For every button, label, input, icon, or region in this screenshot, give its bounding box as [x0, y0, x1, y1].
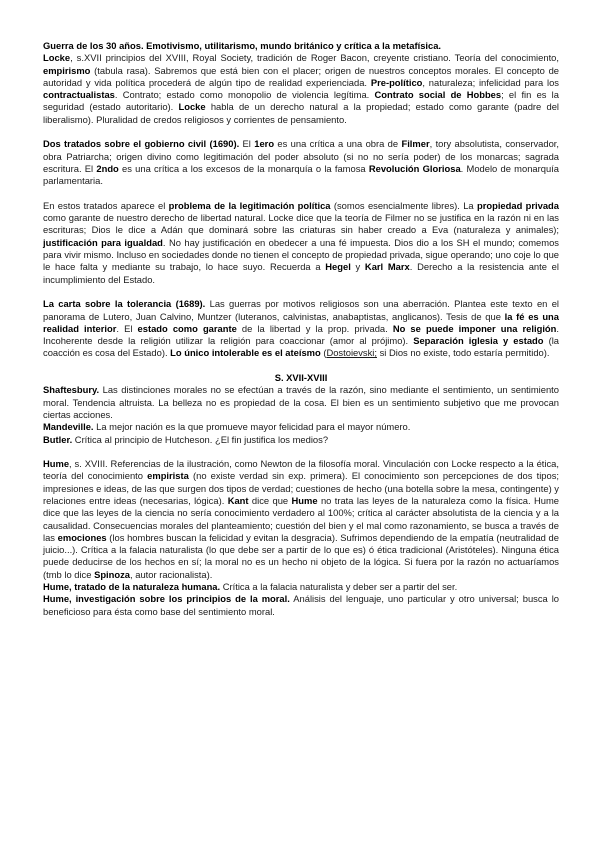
paragraph-spacer	[43, 286, 559, 298]
text-run: ; el fin es la seguridad (estado autoritario).	[43, 89, 559, 113]
bold-text: Karl Marx	[364, 261, 410, 273]
text-run: (somos esencialmente libres). La	[330, 199, 477, 211]
paragraph	[43, 298, 559, 359]
bold-text: estado como garante	[137, 322, 237, 334]
text-run: El	[239, 138, 255, 150]
text-run: , naturaleza; infelicidad para los	[422, 76, 559, 88]
bold-text: la fé es una realidad interior	[43, 310, 559, 334]
text-run: dice que	[248, 494, 292, 506]
section-heading	[43, 372, 559, 384]
text-run: es una crítica a una obra de	[274, 138, 402, 150]
text-run: Las distinciones morales no se efectúan a través de la razón, sino mediante el sentimiento, un sentimiento moral. Tendencia altruista. La belleza no es propiedad de la cosa. El bien es un sentimiento subjetivo que me provocan ciertas acciones.	[43, 384, 559, 420]
paragraph	[43, 581, 559, 593]
bold-text: Kant	[227, 494, 249, 506]
text-run: habla de un derecho natural a la propiedad; estado como garante (padre del liberalismo). Pluralidad de credos religiosos y corrientes de pensamiento.	[43, 101, 559, 125]
bold-text: Hume, investigación sobre los principios de la moral.	[43, 593, 290, 605]
paragraph	[43, 200, 559, 286]
bold-text: Lo único intolerable es el ateísmo	[170, 347, 321, 359]
bold-text: Hume, tratado de la naturaleza humana.	[43, 581, 221, 593]
bold-text: Separación iglesia y estado	[413, 335, 544, 347]
bold-text: Guerra de los 30 años. Emotivismo, utilitarismo, mundo británico y crítica a la metafísica.	[43, 40, 442, 51]
text-run: y	[350, 261, 365, 273]
bold-text: La carta sobre la tolerancia (1689).	[43, 298, 206, 310]
bold-text: empirista	[147, 470, 189, 482]
text-run: . Contrato; estado como monopolio de violencia legítima.	[114, 89, 375, 101]
bold-text: 1ero	[254, 138, 275, 150]
bold-text: Mandeville.	[43, 421, 94, 433]
text-run: de la libertad y la prop. privada.	[236, 322, 393, 334]
bold-text: Shaftesbury.	[43, 384, 100, 396]
bold-text: Contrato social de Hobbes	[374, 89, 502, 101]
bold-text: Locke	[178, 101, 206, 113]
text-run: . Derecho a la resistencia ante el incumplimiento del Estado.	[43, 261, 559, 285]
paragraph	[43, 593, 559, 618]
paragraph-spacer	[43, 446, 559, 458]
bold-text: Butler.	[43, 433, 73, 445]
paragraph	[43, 458, 559, 581]
bold-text: Spinoza	[94, 568, 131, 580]
text-run: Crítica al principio de Hutcheson. ¿El fin justifica los medios?	[72, 433, 329, 445]
bold-text: No se puede imponer una religión	[392, 322, 557, 334]
bold-text: Dos tratados sobre el gobierno civil (1690).	[43, 138, 240, 150]
text-run: Análisis del lenguaje, uno particular y otro universal; busca lo beneficioso para ésta como base del sentimiento moral.	[43, 593, 559, 617]
paragraph-spacer	[43, 188, 559, 200]
bold-text: propiedad privada	[476, 199, 559, 211]
paragraph	[43, 138, 559, 187]
bold-text: Pre-político	[370, 76, 423, 88]
bold-text: Revolución Gloriosa	[368, 162, 461, 174]
bold-text: 2ndo	[96, 162, 119, 174]
text-run: (la coacción es cosa del Estado).	[43, 335, 559, 359]
bold-text: problema de la legitimación política	[168, 199, 331, 211]
bold-text: Hegel	[325, 261, 351, 273]
text-run: , s.XVII principios del XVIII, Royal Society, tradición de Roger Bacon, creyente cristiano. Teoría del conocimiento,	[70, 52, 559, 64]
text-run: La mejor nación es la que promueve mayor felicidad para el mayor número.	[93, 421, 411, 433]
paragraph	[43, 434, 559, 446]
text-run: En estos tratados aparece el	[43, 199, 169, 211]
bold-text: empirismo	[43, 64, 91, 76]
text-run: (los hombres buscan la felicidad y evitan la desgracia). Sufrimos dependiendo de la empatía (neutralidad de juicio...). Crítica a la falacia naturalista (lo que debe ser a partir de lo que es) ó ética tradicional (Aristóteles). Ninguna ética puede deducirse de los hechos en sí; la moral no es un hecho ni objeto de la lógica. Si fuera por la razón no actuaríamos (tmb lo dice	[43, 531, 559, 580]
text-run: Las guerras por motivos religiosos son una aberración. Plantea este texto en el panorama de Lutero, Juan Calvino, Muntzer (luteranos, calvinistas, anabaptistas, anglicanos). Tesis de que	[43, 298, 559, 322]
bold-text: Hume	[43, 458, 70, 470]
text-run: . Modelo de monarquía parlamentaria.	[43, 162, 559, 187]
text-run: . No hay justificación en obedecer a una fé impuesta. Dios dio a los SH el mundo; comemos para vivir mismo. Incluso en sociedades donde no tienen el concepto de propiedad privada, sigue operando; uno coje lo que le hace falta y mediante su trabajo, lo hace suyo. Recuerda a	[43, 236, 559, 273]
text-run: , s. XVIII. Referencias de la ilustración, como Newton de la filosofía moral. Vinculación con Locke respecto a la ética, teoría del conocimiento	[43, 458, 559, 482]
bold-text: Filmer	[401, 138, 430, 150]
paragraph	[43, 384, 559, 421]
bold-text: justificación para igualdad	[43, 236, 163, 248]
text-run: no trata las leyes de la naturaleza como la física. Hume dice que las leyes de la ciencia no sería conocimiento verdadero al 100%; crítica al carácter absolutista de la ciencia y a la causalidad. Consecuencias morales del planteamiento; cuestión del bien y el mal como razonamiento, se busca a través de las	[43, 494, 559, 543]
paragraph-spacer	[43, 360, 559, 372]
text-run: , tory absolutista, conservador, obra Patriarcha; origen divino como legitimación del poder absoluto (si no no sería poder) de los monarcas; sagrada escritura. El	[43, 138, 559, 174]
bold-text: S. XVII-XVIII	[274, 372, 328, 384]
text-run: . Incoherente desde la religión utilizar la religión para coaccionar (amor al prójimo).	[43, 322, 559, 347]
bold-text: contractualistas	[43, 89, 115, 101]
text-run: Crítica a la falacia naturalista y deber ser a partir del ser.	[220, 581, 458, 593]
text-run: es una crítica a los excesos de la monarquía o la famosa	[118, 162, 369, 174]
text-run: . El	[116, 322, 138, 334]
bold-text: Locke	[43, 52, 71, 64]
paragraph	[43, 421, 559, 433]
bold-text: emociones	[57, 531, 107, 543]
text-run: (no existe verdad sin exp. primera). El conocimiento son percepciones de dos tipos; impresiones e ideas, de las que surgen dos tipos de verdad; cuestiones de hecho (una botella sobre la mesa, contingente) y relaciones entre ideas (necesarias, lógica).	[43, 470, 559, 506]
underlined-text: Dostoievski;	[326, 347, 377, 359]
text-run: como garante de nuestro derecho de libertad natural. Locke dice que la teoría de Filmer no se justifica en la razón ni en las escrituras; Dios le dice a Adán que dominará sobre las criaturas sin haber creado a Eva (naturaleza y animales);	[43, 212, 559, 236]
paragraph-spacer	[43, 126, 559, 138]
text-run: (	[320, 347, 327, 359]
paragraph	[43, 52, 559, 126]
bold-text: Hume	[291, 494, 318, 506]
paragraph	[43, 40, 559, 52]
text-run: , autor racionalista).	[130, 568, 213, 580]
text-run: si Dios no existe, todo estaría permitido).	[377, 347, 550, 359]
text-run: (tabula rasa). Sabremos que está bien con el placer; origen de nuestros conceptos morales. El concepto de autoridad y vida política procederá de algún tipo de realidad experienciada.	[43, 64, 559, 88]
